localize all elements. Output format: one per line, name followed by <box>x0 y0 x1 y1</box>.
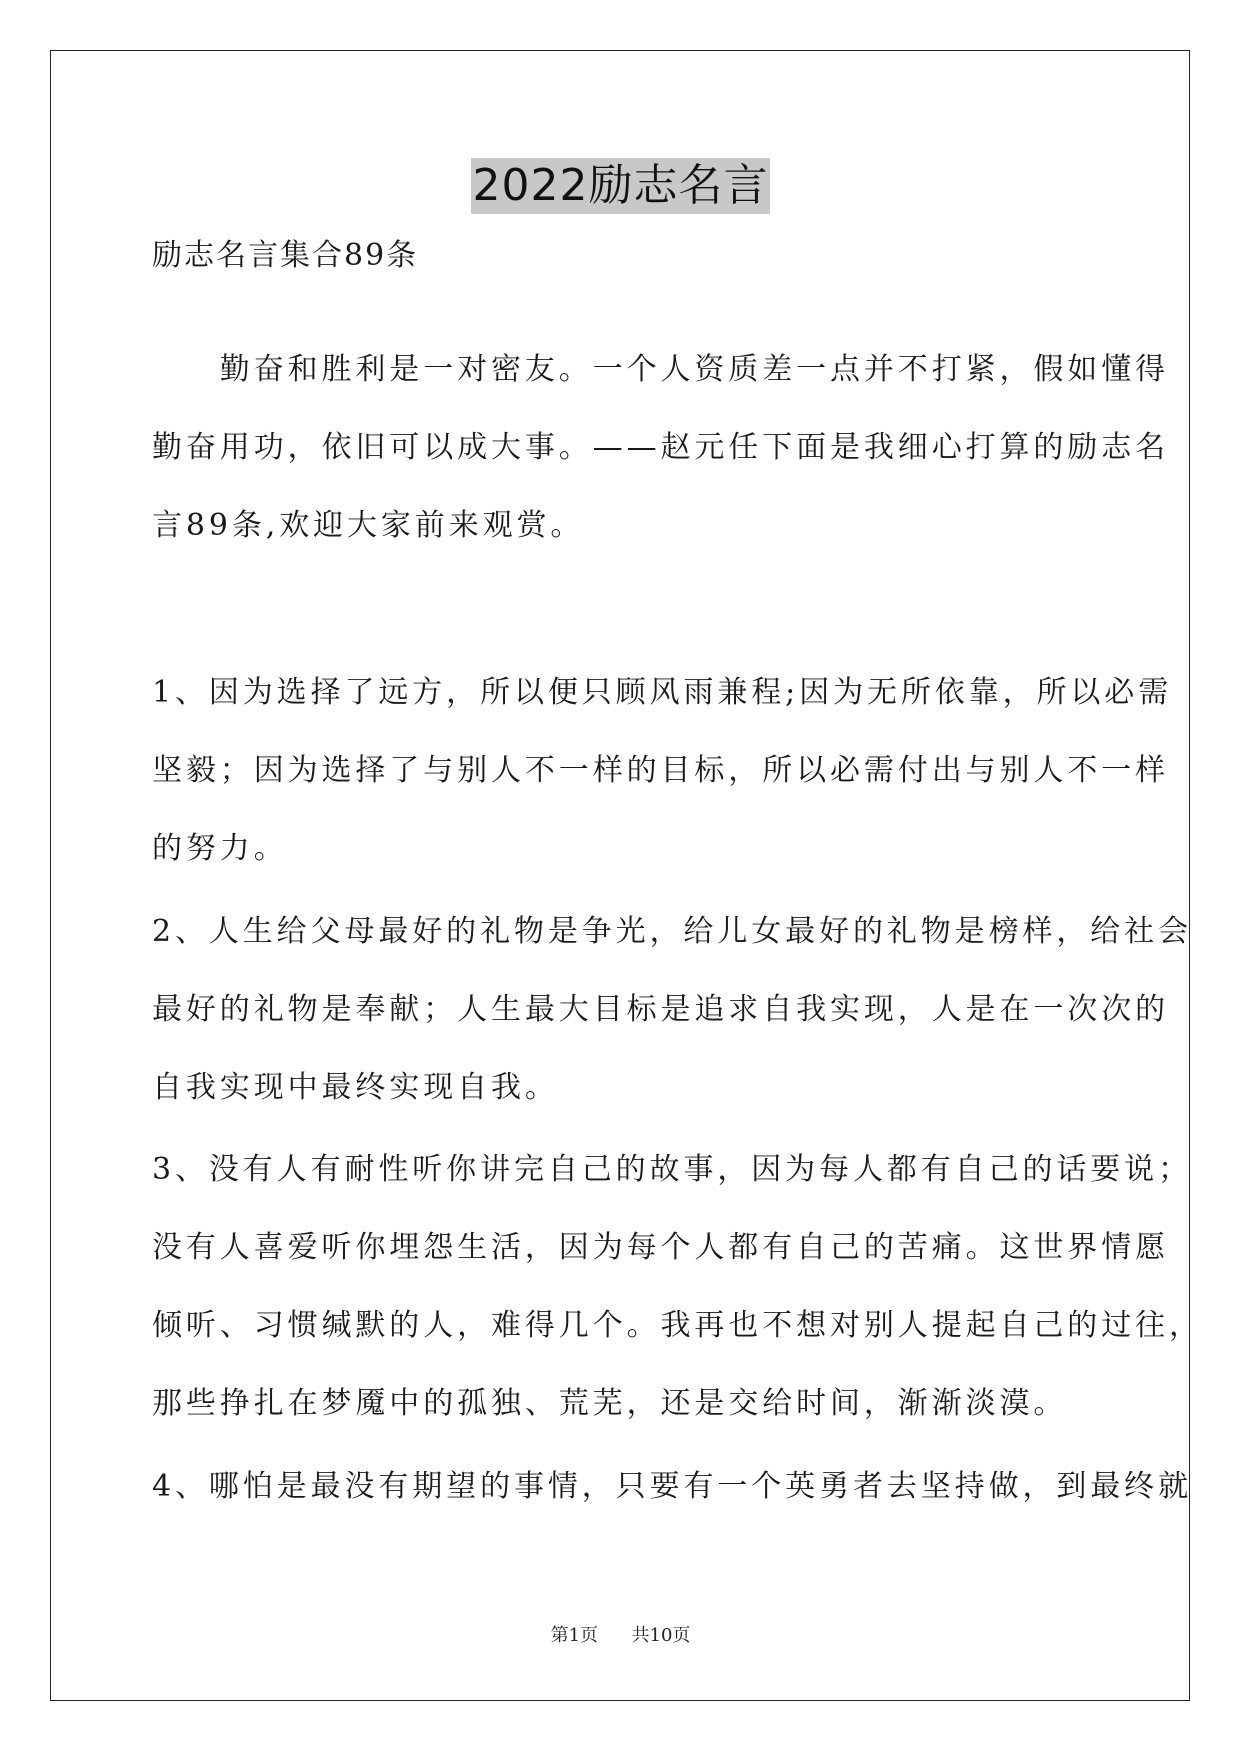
page-total: 共10页 <box>631 1625 691 1646</box>
document-subtitle: 励志名言集合89条 <box>152 238 419 273</box>
quote-line: 1、因为选择了远方，所以便只顾风雨兼程;因为无所依靠，所以必需 <box>152 675 1173 710</box>
quote-line: 没有人喜爱听你埋怨生活，因为每个人都有自己的苦痛。这世界情愿 <box>152 1230 1169 1265</box>
quote-line: 4、哪怕是最没有期望的事情，只要有一个英勇者去坚持做，到最终就 <box>152 1469 1192 1504</box>
title-container <box>0 158 1241 214</box>
quote-line: 最好的礼物是奉献；人生最大目标是追求自我实现，人是在一次次的 <box>152 992 1169 1027</box>
page-footer <box>0 1624 1241 1648</box>
paragraph-line: 勤奋和胜利是一对密友。一个人资质差一点并不打紧，假如懂得 <box>152 352 1169 387</box>
quote-line: 2、人生给父母最好的礼物是争光，给儿女最好的礼物是榜样，给社会 <box>152 914 1192 949</box>
quote-line: 那些挣扎在梦魇中的孤独、荒芜，还是交给时间，渐渐淡漠。 <box>152 1386 1068 1421</box>
quote-line: 倾听、习惯缄默的人，难得几个。我再也不想对别人提起自己的过往， <box>152 1308 1203 1343</box>
quote-line: 自我实现中最终实现自我。 <box>152 1070 559 1105</box>
paragraph-line: 言89条,欢迎大家前来观赏。 <box>152 508 585 543</box>
quote-line: 的努力。 <box>152 831 288 866</box>
page-border <box>50 50 1190 1701</box>
quote-line: 3、没有人有耐性听你讲完自己的故事，因为每人都有自己的话要说； <box>152 1152 1192 1187</box>
document-title: 2022励志名言 <box>471 158 771 214</box>
paragraph-line: 勤奋用功，依旧可以成大事。——赵元任下面是我细心打算的励志名 <box>152 430 1169 465</box>
page-number: 第1页 <box>550 1625 599 1646</box>
quote-line: 坚毅；因为选择了与别人不一样的目标，所以必需付出与别人不一样 <box>152 753 1169 788</box>
